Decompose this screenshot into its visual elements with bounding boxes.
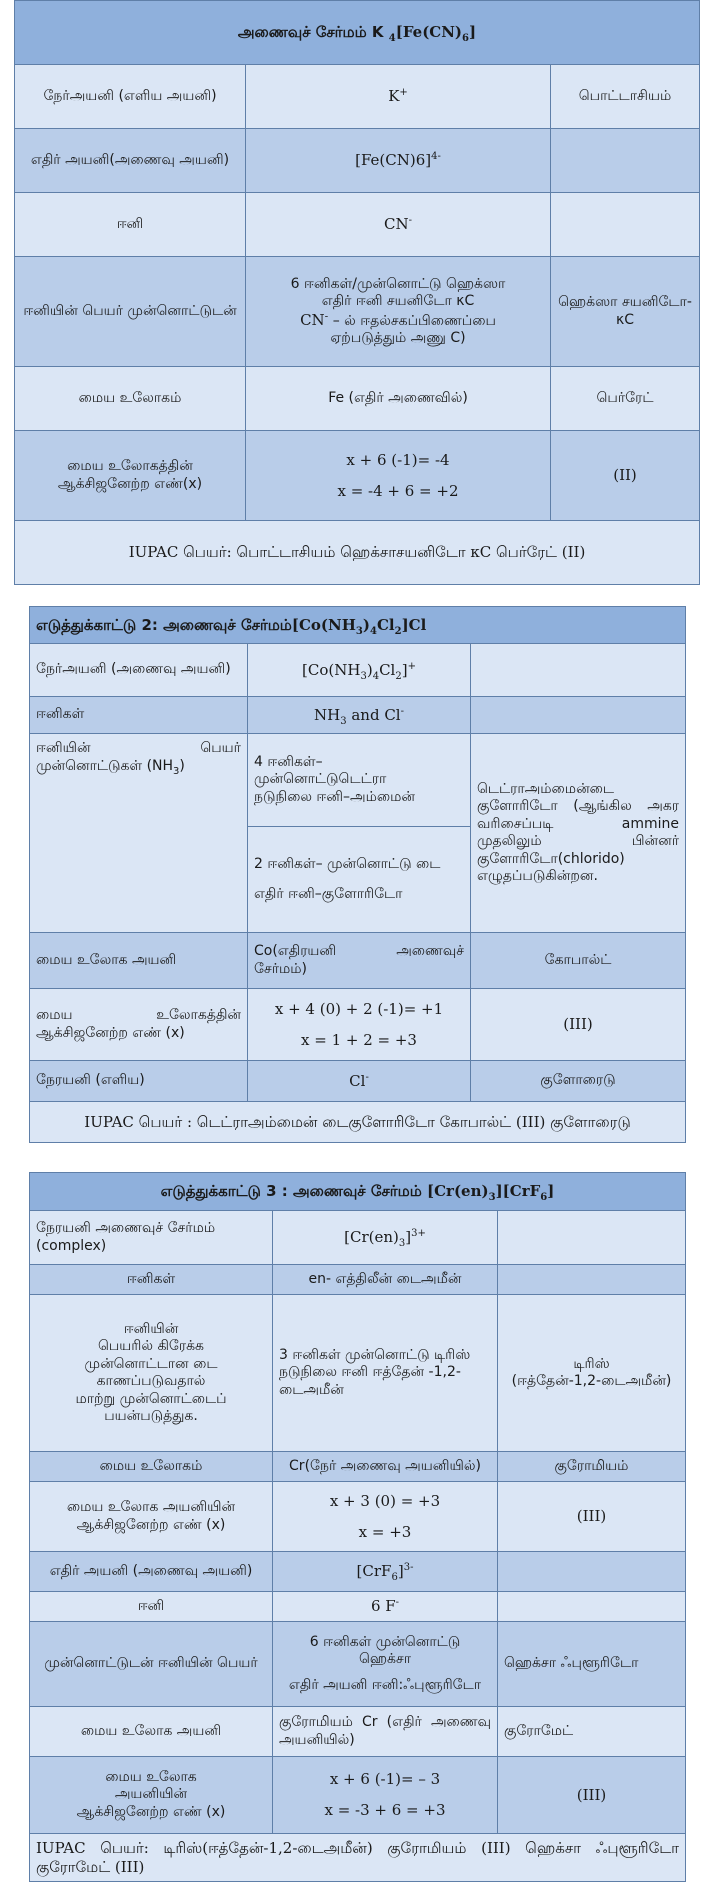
t2-anion-formula: Cl: [349, 1071, 366, 1090]
complex-table-3: [29, 1172, 686, 1882]
t3-cation-name-empty: [498, 1211, 686, 1265]
oxidation-label: மைய உலோகத்தின் ஆக்சிஜனேற்ற எண்(x): [15, 431, 246, 521]
table1-iupac-name: IUPAC பெயர்: பொட்டாசியம் ஹெக்சாசயனிடோ κC பெர்ரேட் (II): [15, 521, 700, 585]
anion-name-empty: [551, 129, 700, 193]
t3-greek-label-3: முன்னொட்டான டை: [84, 1355, 218, 1372]
t2-oxidation-label: மைய உலோகத்தின் ஆக்சிஜனேற்ற எண் (x): [30, 989, 248, 1061]
t2-cation-s1: 3: [360, 670, 367, 682]
ligand-formula: CN: [384, 215, 409, 234]
table2-title: [30, 607, 686, 644]
table1-title-sub2: 6: [462, 33, 470, 45]
table3-title-f1: [Cr(en): [427, 1182, 489, 1201]
complex-table-1: [14, 0, 700, 585]
t3-anion-charge: 3-: [403, 1562, 414, 1574]
t2-cation-s3: 2: [395, 670, 402, 682]
t2-metal-label: மைய உலோக அயனி: [30, 933, 248, 989]
t2-ligands-label: ஈனிகள்: [30, 697, 248, 734]
t2-prefix-label: [30, 734, 248, 933]
t3-greek-name-1: டிரிஸ்: [573, 1355, 610, 1372]
t3-ligand-label: ஈனி: [30, 1592, 273, 1622]
anion-charge: 4-: [431, 151, 441, 163]
prefix-label: ஈனியின் பெயர் முன்னொட்டுடன்: [15, 257, 246, 367]
t3-prefix-label: முன்னொட்டுடன் ஈனியின் பெயர்: [30, 1622, 273, 1707]
table1-title-end: ]: [469, 23, 477, 42]
t3-ligands-value: en- எத்திலீன் டைஅமீன்: [273, 1265, 498, 1295]
oxidation-eq-1: x + 6 (-1)= -4: [346, 450, 450, 469]
t2-cation-f1: [Co(NH: [302, 660, 361, 679]
oxidation-value: (II): [551, 431, 700, 521]
t3-cation-s1: 3: [398, 1238, 406, 1250]
t2-cation-name-empty: [471, 644, 686, 697]
prefix-line-4: ஏற்படுத்தும் அணு C): [330, 330, 466, 346]
t2-prefix-note: டெட்ராஅம்மைன்டை குளோரிடோ (ஆங்கில அகர வரிசைப்படி ammine முதலிலும் பின்னர் குளோரிடோ(chlorido) எழுதப்படுகின்றன.: [471, 734, 686, 933]
ligand-charge: -: [408, 215, 412, 227]
t3-ligand-charge: -: [395, 1597, 400, 1609]
t2-prefix-b-1: 2 ஈனிகள்– முன்னொட்டு டை: [254, 856, 441, 872]
t3-prefix-value: [273, 1622, 498, 1707]
t3-ox1-eq-2: x = +3: [358, 1522, 412, 1541]
t3-metal2-name: குரோமேட்: [498, 1707, 686, 1757]
oxidation-eq-2: x = -4 + 6 = +2: [337, 481, 459, 500]
metal-value: Fe (எதிர் அணைவில்): [246, 367, 551, 431]
t3-ox1-equation: [273, 1482, 498, 1552]
t3-metal-name: குரோமியம்: [498, 1452, 686, 1482]
t2-cation-f2: ): [366, 660, 373, 679]
t3-anion-f2: ]: [397, 1562, 404, 1581]
t3-cation-f1: [Cr(en): [344, 1228, 399, 1247]
prefix-line-3-text: – ல் ஈதல்சகப்பிணைப்பை: [332, 312, 496, 329]
t3-ligand-formula: 6 F: [370, 1597, 396, 1616]
metal-name: பெர்ரேட்: [551, 367, 700, 431]
metal-label: மைய உலோகம்: [15, 367, 246, 431]
table2-iupac-name: IUPAC பெயர் : டெட்ராஅம்மைன் டைகுளோரிடோ கோபால்ட் (III) குளோரைடு: [30, 1102, 686, 1143]
table2-title-f1: [Co(NH: [291, 615, 356, 634]
anion-label: எதிர் அயனி(அணைவு அயனி): [15, 129, 246, 193]
t3-ox2-value: (III): [498, 1757, 686, 1834]
t2-metal-value: Co(எதிரயனி அணைவுச் சேர்மம்): [248, 933, 471, 989]
table3-title-f3: ]: [547, 1182, 555, 1201]
t2-ligands-value: [248, 697, 471, 734]
t2-prefix-a-1: 4 ஈனிகள்–: [254, 753, 323, 770]
t3-prefix-value-2: ஹெக்சா: [358, 1651, 412, 1668]
t2-ligands-charge: -: [400, 705, 404, 717]
table1-title: [15, 1, 700, 65]
t3-ox2-label-3: ஆக்சிஜனேற்ற எண் (x): [76, 1803, 226, 1820]
t3-greek-value: 3 ஈனிகள் முன்னொட்டு டிரிஸ் நடுநிலை ஈனி ஈத்தேன் -1,2-டைஅமீன்: [273, 1295, 498, 1452]
prefix-value: [246, 257, 551, 367]
prefix-cn-charge: -: [324, 310, 329, 322]
t2-cation-f4: ]: [401, 660, 408, 679]
prefix-name: ஹெக்ஸா சயனிடோ-κC: [551, 257, 700, 367]
table2-title-f3: Cl: [376, 615, 395, 634]
t2-prefix-a-3: நடுநிலை ஈனி–அம்மைன்: [254, 788, 415, 805]
t3-metal-label: மைய உலோகம்: [30, 1452, 273, 1482]
table2-title-s1: 3: [355, 625, 363, 637]
t2-ligands-name-empty: [471, 697, 686, 734]
t3-greek-name-2: (ஈத்தேன்-1,2-டைஅமீன்): [511, 1373, 672, 1389]
t3-greek-label-1: ஈனியின்: [123, 1320, 179, 1337]
anion-formula: [Fe(CN)6]: [355, 151, 432, 170]
t2-prefix-a: [248, 734, 471, 827]
prefix-line-3: [252, 311, 544, 331]
t3-ox1-eq-1: x + 3 (0) = +3: [329, 1491, 441, 1510]
t2-prefix-b: [248, 827, 471, 933]
t2-cation-charge: +: [407, 660, 416, 672]
t3-anion-s1: 6: [391, 1572, 398, 1584]
t2-oxidation-eq-1: x + 4 (0) + 2 (-1)= +1: [274, 999, 444, 1018]
t3-anion-label: எதிர் அயனி (அணைவு அயனி): [30, 1552, 273, 1592]
t2-anion-value: [248, 1061, 471, 1102]
prefix-line-2: எதிர் ஈனி சயனிடோ κC: [321, 293, 475, 309]
t3-cation-label: நேரயனி அணைவுச் சேர்மம் (complex): [30, 1211, 273, 1265]
t3-ox2-eq-1: x + 6 (-1)= – 3: [329, 1770, 441, 1789]
t2-oxidation-equation: [248, 989, 471, 1061]
t2-ligands-f1: NH: [313, 705, 341, 724]
table1-title-text: அணைவுச் சேர்மம் K: [237, 23, 384, 42]
t3-cation-value: [273, 1211, 498, 1265]
t2-prefix-label-text: ஈனியின் பெயர் முன்னொட்டுகள் (NH: [36, 740, 241, 774]
t2-oxidation-value: (III): [471, 989, 686, 1061]
t3-ox2-eq-2: x = -3 + 6 = +3: [324, 1801, 446, 1819]
t3-cation-charge: 3+: [411, 1228, 426, 1240]
t2-oxidation-eq-2: x = 1 + 2 = +3: [301, 1030, 417, 1049]
ligand-name-empty: [551, 193, 700, 257]
table3-title-s2: 6: [540, 1192, 548, 1204]
t3-greek-label-2: பெயரில் கிரேக்க: [97, 1338, 205, 1354]
table3-title-text: எடுத்துக்காட்டு 3 : அணைவுச் சேர்மம்: [160, 1182, 422, 1201]
t3-ox2-label: [30, 1757, 273, 1834]
cation-name: பொட்டாசியம்: [551, 65, 700, 129]
t3-greek-label: [30, 1295, 273, 1452]
t2-cation-label: நேர்அயனி (அணைவு அயனி): [30, 644, 248, 697]
t3-prefix-name: ஹெக்சா ஃபுளூரிடோ: [498, 1622, 686, 1707]
t2-anion-name: குளோரைடு: [471, 1061, 686, 1102]
table2-title-s2: 4: [369, 625, 377, 637]
t2-cation-s2: 4: [372, 670, 380, 682]
table1-title-sub: 4: [388, 33, 396, 45]
t3-greek-label-5: மாற்று முன்னொட்டைப்: [75, 1390, 227, 1407]
t3-greek-name: [498, 1295, 686, 1452]
t3-ox1-value: (III): [498, 1482, 686, 1552]
table3-title: [30, 1173, 686, 1211]
t2-prefix-a-2: முன்னொட்டுடெட்ரா: [254, 771, 387, 788]
anion-value: [246, 129, 551, 193]
t2-metal-name: கோபால்ட்: [471, 933, 686, 989]
table3-iupac-name: IUPAC பெயர்: டிரிஸ்(ஈத்தேன்-1,2-டைஅமீன்) குரோமியம் (III) ஹெக்சா ஃபுளூரிடோ குரோமேட் (III): [30, 1834, 686, 1882]
prefix-line-1: 6 ஈனிகள்/முன்னொட்டு ஹெக்ஸா: [290, 275, 506, 292]
ligand-label: ஈனி: [15, 193, 246, 257]
t3-cation-f2: ]: [405, 1228, 412, 1247]
t3-prefix-value-1: 6 ஈனிகள் முன்னொட்டு: [309, 1633, 461, 1650]
t3-anion-value: [273, 1552, 498, 1592]
t3-metal2-value: குரோமியம் Cr (எதிர் அணைவு அயனியில்): [273, 1707, 498, 1757]
t3-metal2-label: மைய உலோக அயனி: [30, 1707, 273, 1757]
cation-value: [246, 65, 551, 129]
t2-cation-value: [248, 644, 471, 697]
t3-greek-label-6: பயன்படுத்துக.: [104, 1408, 198, 1424]
complex-table-2: [29, 606, 686, 1143]
t3-ligand-name-empty: [498, 1592, 686, 1622]
t2-prefix-label-sub: 3: [173, 765, 180, 777]
t3-anion-f1: [CrF: [356, 1562, 392, 1581]
t3-ox2-label-1: மைய உலோக: [105, 1768, 197, 1785]
t3-ox2-equation: [273, 1757, 498, 1834]
t2-cation-f3: Cl: [379, 660, 396, 679]
t2-ligands-f2: and Cl: [346, 705, 401, 724]
t3-ox1-label: மைய உலோக அயனியின் ஆக்சிஜனேற்ற எண் (x): [30, 1482, 273, 1552]
oxidation-equation: [246, 431, 551, 521]
t2-ligands-s1: 3: [340, 715, 347, 727]
table2-title-f2: ): [362, 615, 370, 634]
t3-greek-label-4: காணப்படுவதால்: [96, 1373, 206, 1389]
ligand-value: [246, 193, 551, 257]
prefix-cn: CN: [300, 310, 325, 329]
t3-ligands-label: ஈனிகள்: [30, 1265, 273, 1295]
t3-metal-value: Cr(நேர் அணைவு அயனியில்): [273, 1452, 498, 1482]
t3-ligands-name-empty: [498, 1265, 686, 1295]
cation-formula: K: [388, 87, 400, 106]
t2-prefix-label-end: ): [179, 757, 185, 774]
table2-title-f4: ]Cl: [401, 615, 427, 634]
t3-anion-name-empty: [498, 1552, 686, 1592]
t2-prefix-b-2: எதிர் ஈனி–குளோரிடோ: [254, 885, 403, 902]
cation-label: நேர்அயனி (எளிய அயனி): [15, 65, 246, 129]
table2-title-text: எடுத்துக்காட்டு 2: அணைவுச் சேர்மம்: [36, 615, 292, 634]
t3-ox2-label-2: அயனியின்: [114, 1786, 188, 1803]
table3-title-s1: 3: [488, 1192, 496, 1204]
t2-anion-charge: -: [365, 1071, 369, 1083]
t3-ligand-value: [273, 1592, 498, 1622]
t3-prefix-value-3: எதிர் அயனி ஈனி:ஃபுளூரிடோ: [288, 1676, 482, 1693]
t2-anion-label: நேரயனி (எளிய): [30, 1061, 248, 1102]
cation-charge: +: [399, 87, 408, 99]
table1-title-formula: [Fe(CN): [395, 23, 463, 42]
table2-title-s3: 2: [394, 625, 402, 637]
table3-title-f2: ][CrF: [495, 1182, 541, 1201]
